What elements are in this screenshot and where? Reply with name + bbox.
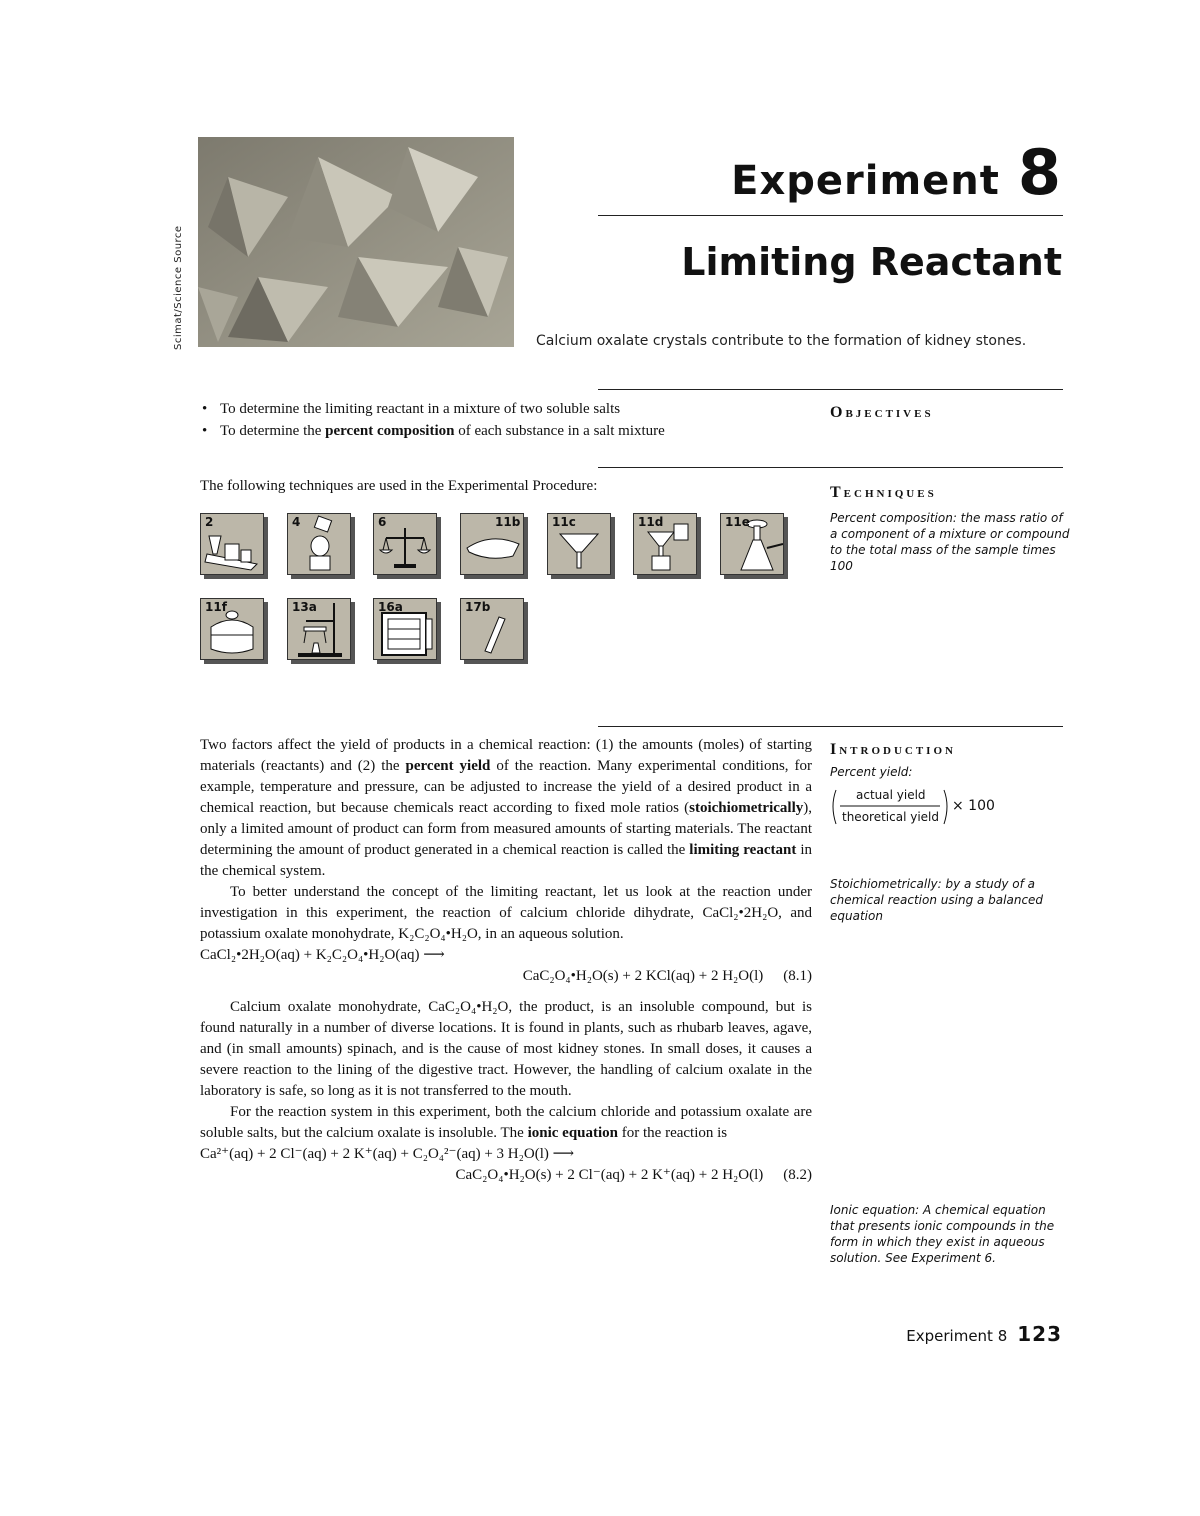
intro-paragraph-1: Two factors affect the yield of products in a chemical reaction: (1) the amounts (moles) of starting materials (reactants) and (2) the percent yield of the reaction. Many experimental conditions, for example, temperature and pressure, can be adjusted to increase the yield of a desired product in a chemical reaction, but because chemicals react according to fixed mole ratios (stoichiometrically), only a limited amount of product can form from measured amounts of starting materials. The reactant determining the amount of product generated in a chemical reaction is called the limiting reactant in the chemical system. — [200, 737, 813, 879]
title-divider — [598, 215, 1063, 216]
objective-item: • To determine the percent composition of each substance in a salt mixture — [200, 420, 800, 442]
introduction-body — [200, 735, 812, 1186]
footer-label: Experiment 8 — [906, 1327, 1008, 1345]
formula-multiplier: × 100 — [952, 798, 995, 814]
technique-4-reagent-bottle-icon: 4 — [287, 513, 351, 575]
equation-8-2-left: Ca²⁺(aq) + 2 Cl⁻(aq) + 2 K⁺(aq) + C₂O₄²⁻(aq) + 3 H₂O(l) ⟶ — [200, 1146, 575, 1162]
experiment-label: Experiment — [731, 158, 1000, 204]
technique-11f-desiccator-icon: 11f — [200, 598, 264, 660]
techniques-heading: Techniques — [830, 484, 937, 501]
intro-paragraph-4: For the reaction system in this experiment, both the calcium chloride and potassium oxalate are soluble salts, but the calcium oxalate is insoluble. The ionic equation for the reaction is — [200, 1104, 812, 1141]
percent-yield-formula — [830, 786, 1010, 830]
percent-composition-definition: Percent composition: the mass ratio of a component of a mixture or compound to the total mass of the sample times 100 — [830, 511, 1070, 573]
objective-item: • To determine the limiting reactant in a mixture of two soluble salts — [200, 398, 800, 420]
objectives-divider — [598, 389, 1063, 390]
experiment-number: 8 — [1017, 136, 1062, 209]
experiment-heading — [731, 136, 1062, 209]
technique-17b-stirring-rod-icon: 17b — [460, 598, 524, 660]
technique-2-glassware-icon: 2 — [200, 513, 264, 575]
page-title: Limiting Reactant — [681, 240, 1062, 284]
page-number: 123 — [1017, 1322, 1062, 1346]
technique-11c-funnel-icon: 11c — [547, 513, 611, 575]
equation-8-2-right: CaC₂O₄•H₂O(s) + 2 Cl⁻(aq) + 2 K⁺(aq) + 2 H₂O(l) (8.2) — [455, 1167, 812, 1183]
introduction-divider — [598, 726, 1063, 727]
stoichiometric-definition: Stoichiometrically: by a study of a chemical reaction using a balanced equation — [830, 877, 1044, 923]
photo-credit: Scimat/Science Source — [173, 225, 184, 350]
intro-paragraph-2: To better understand the concept of the limiting reactant, let us look at the reaction under investigation in this experiment, the reaction of calcium chloride dihydrate, CaCl₂•2H₂O, and potassium oxalate monohydrate, K₂C₂O₄•H₂O, in an aqueous solution. — [200, 884, 812, 942]
intro-paragraph-3: Calcium oxalate monohydrate, CaC₂O₄•H₂O, the product, is an insoluble compound, but is found naturally in a number of diverse locations. It is found in plants, such as rhubarb leaves, agave, and (in small amounts) spinach, and is the cause of most kidney stones. In small doses, it causes a severe reaction to the lining of the digestive tract. However, the handling of calcium oxalate in the laboratory is safe, so long as it is not transferred to the mouth. — [200, 999, 812, 1099]
technique-11d-gravity-filtration-icon: 11d — [633, 513, 697, 575]
techniques-intro: The following techniques are used in the Experimental Procedure: — [200, 478, 598, 494]
equation-8-1-left: CaCl₂•2H₂O(aq) + K₂C₂O₄•H₂O(aq) ⟶ — [200, 947, 445, 963]
photo-caption: Calcium oxalate crystals contribute to the formation of kidney stones. — [536, 333, 1027, 349]
technique-11e-vacuum-filtration-icon: 11e — [720, 513, 784, 575]
technique-16a-drying-oven-icon: 16a — [373, 598, 437, 660]
technique-6-balance-icon: 6 — [373, 513, 437, 575]
equation-8-1-right: CaC₂O₄•H₂O(s) + 2 KCl(aq) + 2 H₂O(l) (8.1) — [522, 968, 812, 984]
formula-denominator: theoretical yield — [842, 810, 939, 824]
technique-11b-folded-filter-paper-icon: 11b — [460, 513, 524, 575]
crystal-photo — [198, 137, 514, 347]
objectives-heading: Objectives — [830, 404, 934, 421]
page-footer — [906, 1322, 1062, 1346]
objectives-list — [200, 398, 800, 442]
introduction-heading: Introduction — [830, 741, 956, 758]
formula-numerator: actual yield — [856, 788, 926, 802]
technique-13a-ring-stand-icon: 13a — [287, 598, 351, 660]
ionic-equation-definition: Ionic equation: A chemical equation that presents ionic compounds in the form in which they exist in aqueous solution. See Experiment 6. — [830, 1203, 1055, 1265]
percent-yield-label: Percent yield: — [830, 765, 913, 779]
techniques-divider — [598, 467, 1063, 468]
